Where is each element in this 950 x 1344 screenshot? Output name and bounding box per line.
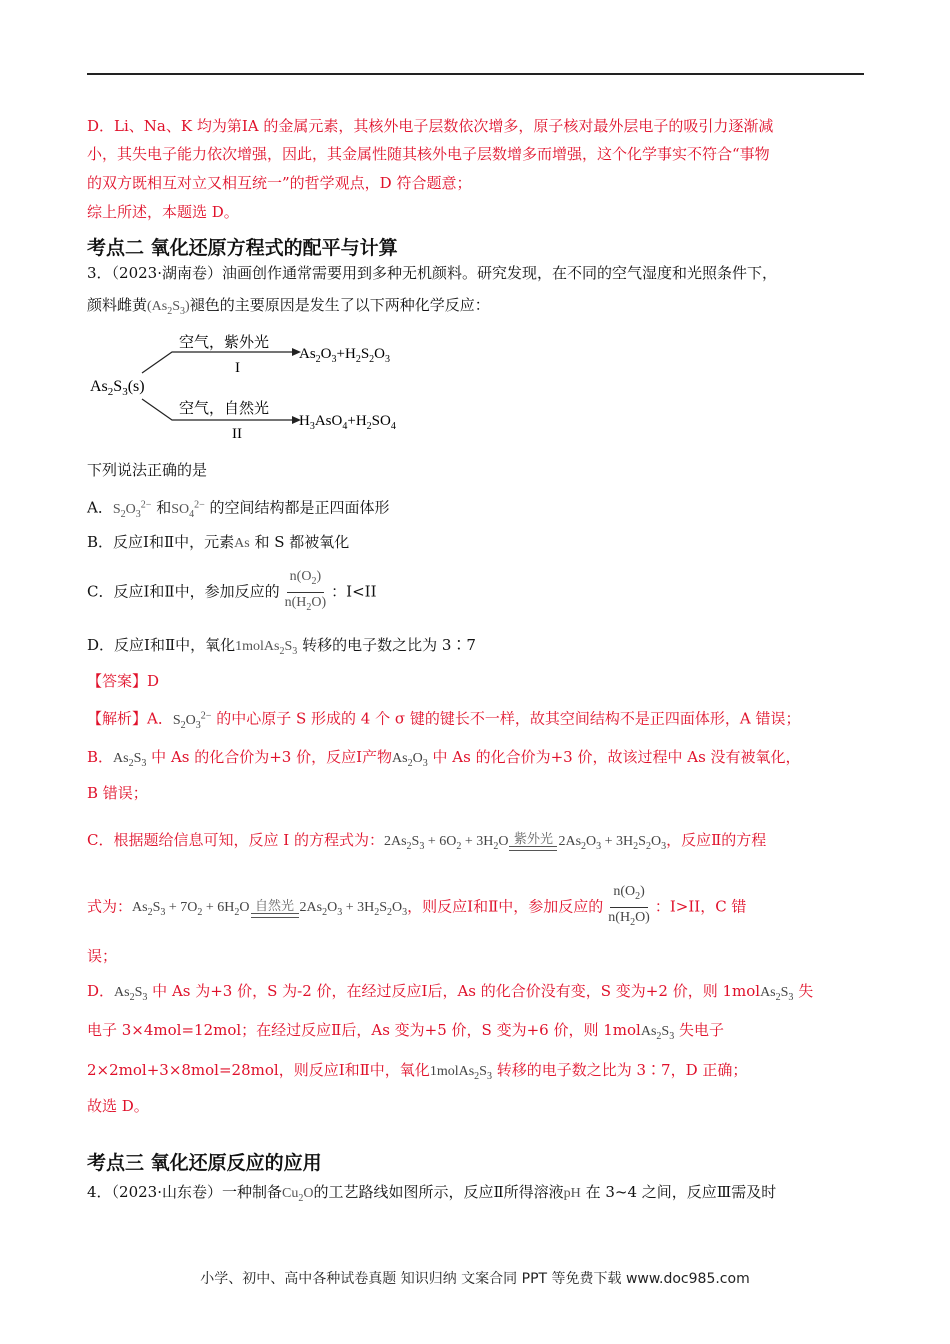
- q4-stem: [87, 1181, 776, 1210]
- reaction-2-equation: $As_2S_3 + 7O_2 + 6H_2O$ 自然光 $2As_2O_3 + 3H_2S_2O_3$: [132, 897, 408, 919]
- analysis-c2-text-c: ：Ⅰ>II，C 错: [654, 897, 747, 916]
- diagram-label2: II: [232, 426, 242, 442]
- analysis-c2-text-a: 式为：: [87, 897, 133, 916]
- section-3-title: 考点三 氧化还原反应的应用: [87, 1152, 322, 1174]
- analysis-d-line3: [87, 1059, 747, 1088]
- q3-stem-text-a: 颜料雌黄: [87, 296, 148, 314]
- as2o3-formula-b: $As_2O_3$: [392, 751, 428, 769]
- 1mol-as2s3-formula: $1molAs_2S_3$: [235, 639, 298, 657]
- analysis-b-text-b: 中 As 的化合价为+3 价，故该过程中 As 没有被氧化，: [432, 748, 801, 766]
- o2-h2o-ratio-fraction-2: $\frac{n(O_2)}{n(H_2O)}$: [608, 884, 650, 928]
- header-rule: [87, 73, 864, 75]
- analysis-d-text-a: 中 As 为+3 价，S 为-2 价，在经过反应Ⅰ后，As 的化合价没有变，S 变为+2 价，则 1mol: [152, 982, 761, 1000]
- analysis-c-text-b: ，反应Ⅱ的方程: [666, 831, 767, 849]
- diagram-product1: $As_2O_3+H_2S_2O_3$: [299, 346, 390, 365]
- option-c-text-a: C．反应Ⅰ和Ⅱ中，参加反应的: [87, 582, 280, 601]
- 1mol-as2s3-formula-d: $1molAs_2S_3$: [429, 1064, 492, 1082]
- q3-stem-text-b: 褪色的主要原因是发生了以下两种化学反应：: [189, 296, 490, 314]
- analysis-b-end: B 错误；: [87, 784, 148, 802]
- diagram-cond2: 空气，自然光: [179, 399, 270, 417]
- analysis-c-line1: [87, 820, 766, 867]
- q3-stem-line2: [87, 294, 490, 323]
- option-c-text-b: ：Ⅰ<II: [331, 582, 377, 601]
- as2s3-formula-d1: $As_2S_3$: [114, 985, 148, 1003]
- option-b-text-b: 和 S 都被氧化: [254, 533, 350, 551]
- prev-summary: 综上所述，本题选 D。: [87, 203, 239, 221]
- analysis-d2-text-a: 电子 3×4mol=12mol；在经过反应Ⅱ后，As 变为+5 价，S 变为+6 价，则 1mol: [87, 1021, 641, 1039]
- analysis-d3-text-a: 2×2mol+3×8mol=28mol，则反应Ⅰ和Ⅱ中，氧化: [87, 1061, 430, 1079]
- q4-stem-text-c: 在 3~4 之间，反应Ⅲ需及时: [585, 1183, 777, 1201]
- analysis-d-line1: [87, 980, 813, 1009]
- option-b-text-a: B．反应Ⅰ和Ⅱ中，元素: [87, 533, 235, 551]
- q3-prompt: 下列说法正确的是: [87, 461, 208, 479]
- analysis-d3-text-b: 转移的电子数之比为 3∶7，D 正确；: [496, 1061, 748, 1079]
- as2s3-formula-d2: $As_2S_3$: [760, 985, 794, 1003]
- so4-ion-formula: $SO_4^{2-}$: [171, 499, 205, 520]
- analysis-a-label: 【解析】A．: [87, 709, 173, 728]
- ph-symbol: pH: [563, 1186, 581, 1201]
- section-2-title: 考点二 氧化还原方程式的配平与计算: [87, 237, 398, 259]
- reaction-diagram: [87, 325, 427, 445]
- q4-stem-text-a: 4．（2023·山东卷）一种制备: [87, 1183, 282, 1201]
- s2o3-ion-formula-2: $S_2O_3^{2-}$: [172, 710, 212, 731]
- reaction-1-cond-text: 紫外光: [513, 831, 553, 847]
- reaction-1-equation: $2As_2S_3 + 6O_2 + 3H_2O$ 紫外光 $2As_2O_3 + 3H_2S_2O_3$: [383, 831, 667, 852]
- analysis-d2-text-b: 失电子: [679, 1021, 725, 1039]
- prev-option-d-line3: 的双方既相互对立又相互统一”的哲学观点，D 符合题意；: [87, 174, 472, 192]
- option-a-label: A．: [87, 498, 113, 517]
- option-d-text-b: 转移的电子数之比为 3∶7: [302, 636, 476, 654]
- cu2o-formula: $Cu_2O$: [282, 1186, 314, 1204]
- as-element-symbol: As: [234, 536, 250, 551]
- analysis-c-line2: [87, 883, 746, 936]
- reaction-1-condition: [509, 832, 557, 851]
- q3-stem-line1: 3．（2023·湖南卷）油画创作通常需要用到多种无机颜料。研究发现，在不同的空气湿度和光照条件下，: [87, 264, 777, 282]
- analysis-c-text-a: C．根据题给信息可知，反应 I 的方程式为：: [87, 831, 384, 849]
- option-a-and: 和: [156, 498, 172, 517]
- analysis-b-label: B．: [87, 748, 114, 766]
- as2s3-formula-d3: $As_2S_3$: [640, 1024, 675, 1042]
- analysis-a: [87, 705, 800, 736]
- diagram-reactant: $As_2S_3(s)$: [90, 378, 145, 398]
- q3-option-d[interactable]: [87, 634, 476, 663]
- analysis-c2-text-b: ，则反应Ⅰ和Ⅱ中，参加反应的: [407, 897, 604, 916]
- analysis-b-text-a: 中 As 的化合价为+3 价，反应Ⅰ产物: [151, 748, 393, 766]
- prev-option-d-line1: D．Li、Na、K 均为第ⅠA 的金属元素，其核外电子层数依次增多，原子核对最外层电子的吸引力逐渐减: [87, 117, 774, 135]
- reaction-2-cond-text: 自然光: [255, 897, 295, 913]
- analysis-c-line3: 误；: [87, 947, 118, 965]
- diagram-label1: I: [235, 360, 240, 376]
- as2s3-formula-b: $As_2S_3$: [113, 751, 147, 769]
- option-a-text: 的空间结构都是正四面体形: [209, 498, 390, 517]
- diagram-cond1: 空气，紫外光: [179, 333, 270, 351]
- analysis-a-text: 的中心原子 S 形成的 4 个 σ 键的键长不一样，故其空间结构不是正四面体形，A 错误；: [216, 709, 801, 728]
- q4-stem-text-b: 的工艺路线如图所示，反应Ⅱ所得溶液: [313, 1183, 564, 1201]
- analysis-d-text-b: 失: [798, 982, 814, 1000]
- analysis-conclusion: 故选 D。: [87, 1097, 149, 1115]
- analysis-d-label: D．: [87, 982, 115, 1000]
- reaction-2-condition: [251, 899, 299, 918]
- analysis-d-line2: [87, 1019, 724, 1048]
- o2-h2o-ratio-fraction: $\frac{n(O_2)}{n(H_2O)}$: [284, 569, 327, 613]
- q3-option-c[interactable]: [87, 568, 377, 617]
- q3-option-b[interactable]: [87, 531, 349, 555]
- diagram-product2: $H_3AsO_4+H_2SO_4$: [299, 413, 396, 432]
- reaction-2-equals-sign: [251, 913, 299, 918]
- prev-option-d-line2: 小，其失电子能力依次增强，因此，其金属性随其核外电子层数增多而增强，这个化学事实不符合“事物: [87, 145, 770, 163]
- q3-option-a[interactable]: [87, 494, 390, 525]
- s2o3-ion-formula: $S_2O_3^{2-}$: [112, 499, 152, 520]
- option-d-text-a: D．反应Ⅰ和Ⅱ中，氧化: [87, 636, 236, 654]
- reaction-1-equals-sign: [509, 846, 557, 851]
- arrow-path-1: [142, 352, 292, 373]
- answer-label: 【答案】D: [87, 672, 160, 690]
- footer-banner: 小学、初中、高中各种试卷真题 知识归纳 文案合同 PPT 等免费下载 www.doc985.com: [200, 1271, 750, 1287]
- analysis-b: [87, 746, 801, 775]
- as2s3-formula: $(As_2S_3)$: [147, 299, 190, 317]
